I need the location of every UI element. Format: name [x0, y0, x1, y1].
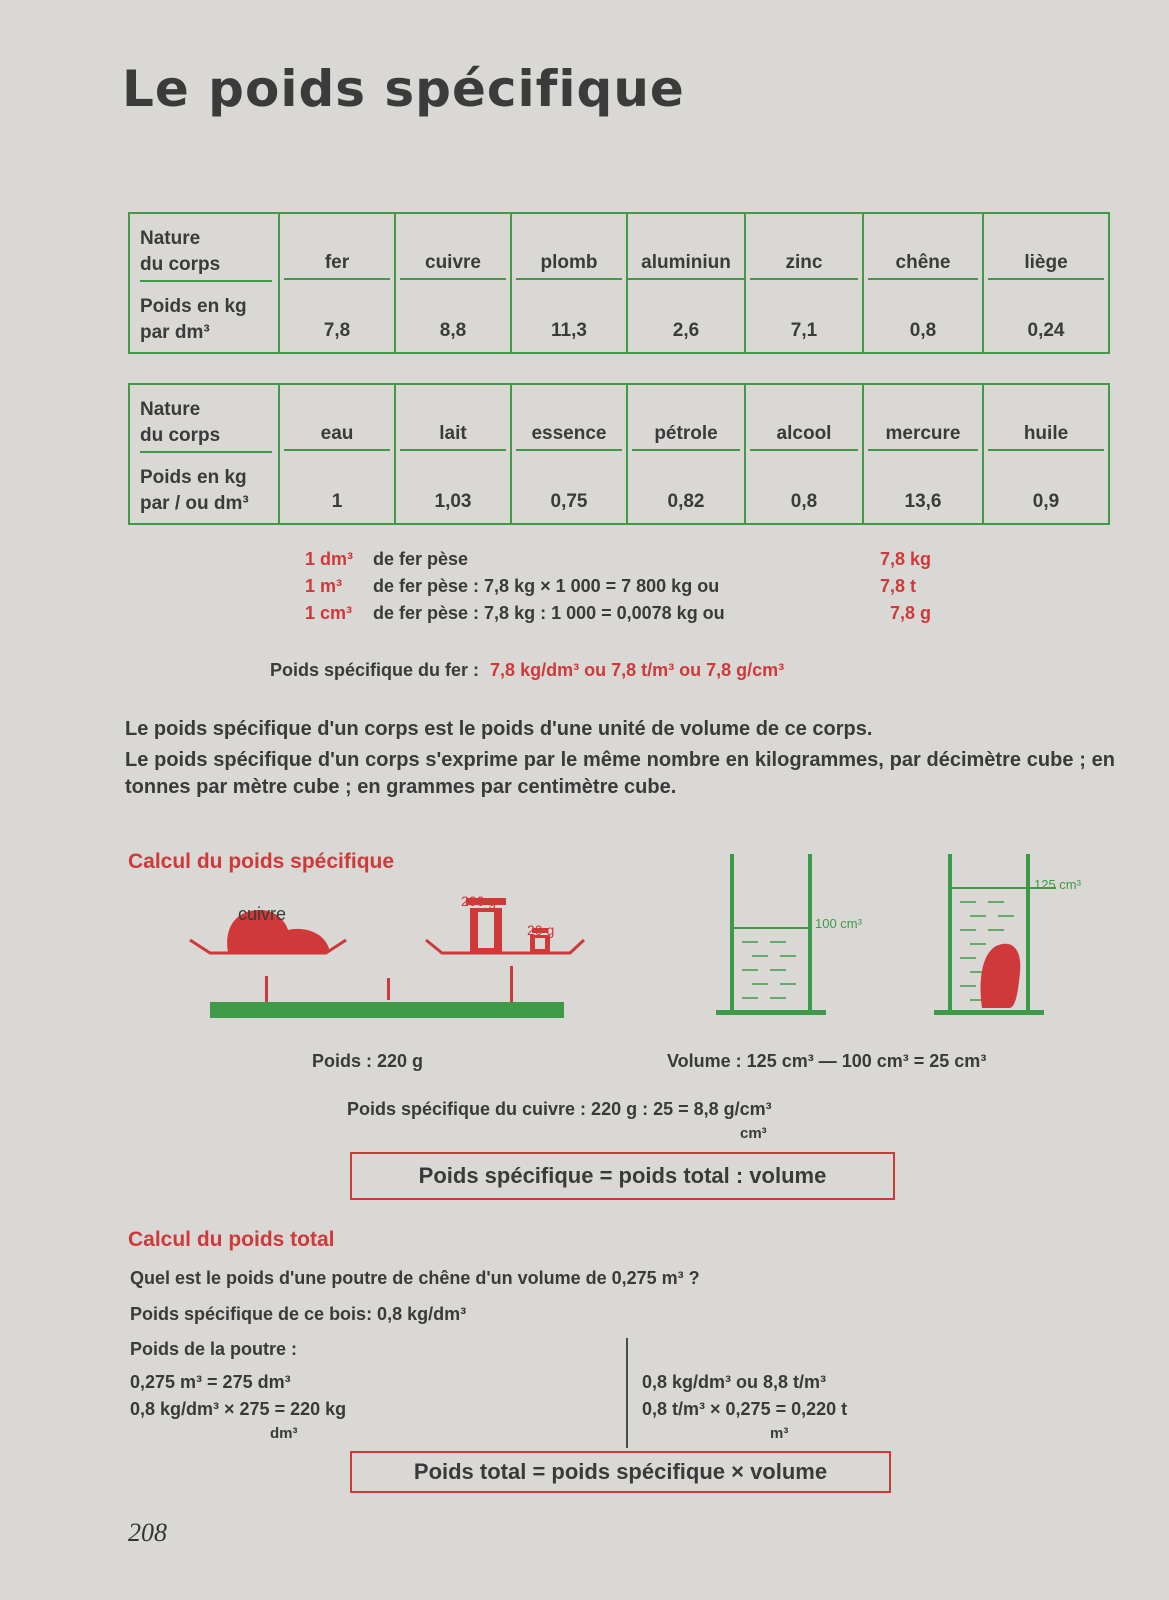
column-divider [626, 1338, 628, 1448]
iron-line-2: 1 m³ de fer pèse : 7,8 kg × 1 000 = 7 800 kg ou [305, 576, 720, 596]
table-column [744, 385, 862, 523]
material-value: 0,8 [790, 491, 818, 512]
material-name: alcool [750, 423, 858, 451]
table-label-column [130, 214, 278, 352]
material-value: 7,8 [323, 320, 351, 341]
material-value: 0,9 [1032, 491, 1060, 512]
material-name: chêne [868, 252, 978, 280]
label-200g: 200 g [461, 893, 497, 909]
material-value: 0,8 [909, 320, 937, 341]
right-calc-2: 0,8 t/m³ × 0,275 = 0,220 t [642, 1399, 848, 1419]
material-value: 1,03 [434, 491, 472, 512]
material-name: zinc [750, 252, 858, 280]
poids-line: Poids : 220 g [312, 1051, 424, 1071]
material-name: eau [284, 423, 390, 451]
iron-result-2: 7,8 t [880, 576, 917, 596]
right-pan-stem [510, 966, 513, 1002]
table-label-column [130, 385, 278, 523]
material-name: pétrole [632, 423, 740, 451]
material-value: 7,1 [790, 320, 818, 341]
material-name: aluminiun [628, 252, 744, 280]
table-column [278, 214, 394, 352]
formula-specific-weight: Poids spécifique = poids total : volume [350, 1152, 895, 1200]
balance-illustration [180, 880, 600, 1020]
copper-submerged [981, 944, 1021, 1008]
volume-line: Volume : 125 cm³ — 100 cm³ = 25 cm³ [667, 1051, 987, 1071]
iron-result-1: 7,8 kg [880, 549, 932, 569]
table-column [394, 214, 510, 352]
poutre-label: Poids de la poutre : [130, 1339, 298, 1359]
heading-calc-specific: Calcul du poids spécifique [128, 850, 395, 873]
table-column [744, 214, 862, 352]
label-20g: 20 g [527, 922, 555, 938]
table-column [626, 385, 744, 523]
material-value: 0,75 [550, 491, 588, 512]
material-name: lait [400, 423, 506, 451]
label-poids: Poids en kg par / ou dm³ [140, 467, 249, 514]
left-calc-unit: dm³ [270, 1425, 298, 1442]
label-nature: Nature du corps [140, 397, 272, 453]
material-name: fer [284, 252, 390, 280]
heading-calc-total: Calcul du poids total [128, 1228, 335, 1251]
wood-specific-weight: Poids spécifique de ce bois: 0,8 kg/dm³ [130, 1304, 467, 1324]
iron-line-3: 1 cm³ de fer pèse : 7,8 kg : 1 000 = 0,0078 kg ou [305, 603, 725, 623]
table-column [278, 385, 394, 523]
material-value: 1 [331, 491, 343, 512]
material-name: huile [988, 423, 1104, 451]
table-column [982, 214, 1108, 352]
material-value: 2,6 [672, 320, 700, 341]
table-column [510, 385, 626, 523]
material-value: 8,8 [439, 320, 467, 341]
material-name: mercure [868, 423, 978, 451]
material-name: cuivre [400, 252, 506, 280]
table-column [626, 214, 744, 352]
balance-pointer [387, 978, 390, 1000]
label-poids: Poids en kg par dm³ [140, 296, 247, 343]
label-125cm3: 125 cm³ [1034, 877, 1081, 892]
left-pan-stem [265, 976, 268, 1002]
material-name: liège [988, 252, 1104, 280]
material-name: essence [516, 423, 622, 451]
material-value: 0,24 [1027, 320, 1065, 341]
material-value: 11,3 [551, 320, 587, 341]
page-number: 208 [128, 1518, 167, 1547]
right-pan [426, 940, 584, 953]
copper-result: Poids spécifique du cuivre : 220 g : 25 = 8,8 g/cm³ [347, 1099, 772, 1119]
material-value: 0,82 [667, 491, 705, 512]
iron-result-3: 7,8 g [890, 603, 932, 623]
material-value: 13,6 [904, 491, 942, 512]
formula-total-weight: Poids total = poids spécifique × volume [350, 1451, 891, 1493]
label-100cm3: 100 cm³ [815, 916, 862, 931]
right-calc-1: 0,8 kg/dm³ ou 8,8 t/m³ [642, 1372, 827, 1392]
balance-base [210, 1002, 564, 1018]
label-nature: Nature du corps [140, 226, 272, 282]
table-column [510, 214, 626, 352]
beaker-100 [712, 850, 832, 1024]
page-title: Le poids spécifique [122, 60, 685, 118]
left-calc-2: 0,8 kg/dm³ × 275 = 220 kg [130, 1399, 347, 1419]
definition-p1: Le poids spécifique d'un corps est le poids d'une unité de volume de ce corps. [125, 718, 873, 740]
right-calc-unit: m³ [770, 1425, 789, 1442]
table-column [862, 385, 982, 523]
density-table-solids [128, 212, 1110, 354]
table-column [394, 385, 510, 523]
copper-result-unit: cm³ [740, 1125, 767, 1142]
density-table-liquids [128, 383, 1110, 525]
iron-summary: Poids spécifique du fer : 7,8 kg/dm³ ou 7,8 t/m³ ou 7,8 g/cm³ [270, 660, 785, 680]
material-name: plomb [516, 252, 622, 280]
question: Quel est le poids d'une poutre de chêne d'un volume de 0,275 m³ ? [130, 1268, 700, 1288]
table-column [982, 385, 1108, 523]
left-calc-1: 0,275 m³ = 275 dm³ [130, 1372, 291, 1392]
iron-line-1: 1 dm³ de fer pèse [305, 549, 469, 569]
table-column [862, 214, 982, 352]
label-cuivre: cuivre [238, 904, 287, 924]
definition-p2: Le poids spécifique d'un corps s'exprime par le même nombre en kilogrammes, par décimètre cube ; en tonnes par mètre cube ; en grammes par centimètre cube. [125, 749, 1115, 798]
